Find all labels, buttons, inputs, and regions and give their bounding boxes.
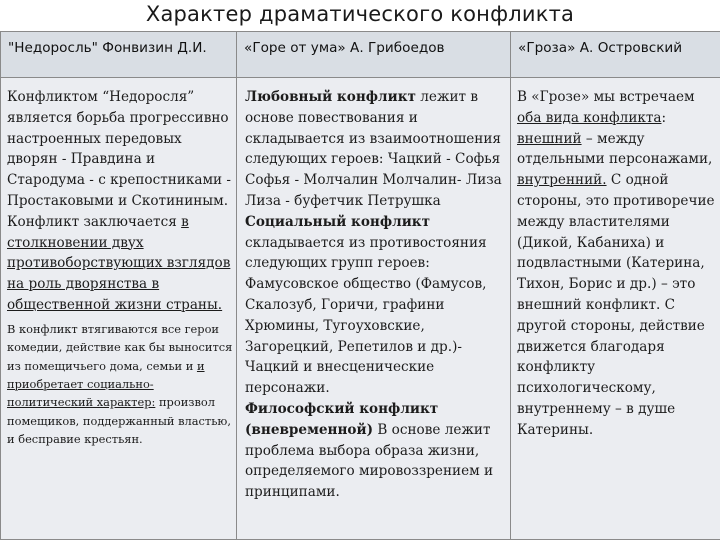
groza-external: внешний bbox=[517, 130, 582, 147]
groza-d: С одной стороны, это противоречие между властителями (Дикой, Кабаниха) и подвластными (Катерина, Тихон, Борис и др.) – это внешний конфликт. С другой стороны, действие движется благодаря конфликту психологическому, внутреннему – в душе Катерины. bbox=[517, 172, 715, 438]
nedorosl-p2a: В конфликт втягиваются все герои комедии, действие как бы выносится из помещичьего дома, семьи и bbox=[7, 321, 233, 373]
nedorosl-main-text bbox=[1, 78, 236, 316]
groza-c: – между отдельными персонажами, bbox=[517, 130, 713, 168]
social-conflict-heading: Социальный конфликт bbox=[245, 213, 431, 230]
header-cell-gore bbox=[237, 32, 511, 78]
philosophical-conflict-text: В основе лежит проблема выбора образа жизни, определяемого мировоззрением и принципами. bbox=[245, 421, 494, 501]
nedorosl-p2b: произвол помещиков, поддержанный властью, и бесправие крестьян. bbox=[7, 395, 231, 447]
cell-gore bbox=[237, 78, 511, 540]
content-row bbox=[1, 78, 720, 540]
groza-both-types: оба вида конфликта bbox=[517, 109, 662, 126]
gore-text bbox=[237, 78, 510, 503]
social-conflict-text: складывается из противостояния следующих групп героев: Фамусовское общество (Фамусов, Скалозуб, Горичи, графини Хрюмины, Тугоуховские, Загорецкий, Репетилов и др.)- Чацкий и внесценические персонажи. bbox=[245, 234, 487, 397]
page-title: Характер драматического конфликта bbox=[145, 2, 575, 26]
cell-groza bbox=[511, 78, 720, 540]
conflict-table bbox=[0, 31, 720, 540]
cell-nedorosl bbox=[1, 78, 237, 540]
love-conflict-heading: Любовный конфликт bbox=[245, 89, 416, 105]
header-groza: «Гроза» А. Островский bbox=[518, 40, 683, 56]
nedorosl-secondary-text bbox=[1, 318, 236, 449]
groza-colon: : bbox=[661, 109, 667, 126]
groza-text bbox=[511, 78, 720, 441]
nedorosl-p2-underlined: и приобретает социально-политический характер: bbox=[7, 358, 205, 410]
nedorosl-p1-underlined: в столкновении двух противоборствующих взглядов на роль дворянства в общественной жизни страны. bbox=[7, 213, 231, 313]
love-conflict-text: лежит в основе повествования и складывается из взаимоотношения следующих героев: Чацкий - Софья Софья - Молчалин Молчалин- Лиза Лиза - буфетчик Петрушка bbox=[245, 89, 502, 209]
header-nedorosl: "Недоросль" Фонвизин Д.И. bbox=[8, 40, 207, 56]
header-gore-ot-uma: «Горе от ума» А. Грибоедов bbox=[244, 40, 445, 56]
groza-a: В «Грозе» мы встречаем bbox=[517, 89, 695, 105]
header-cell-nedorosl bbox=[1, 32, 237, 78]
header-cell-groza bbox=[511, 32, 720, 78]
header-row bbox=[1, 32, 720, 78]
philosophical-conflict-heading: Философский конфликт (вневременной) bbox=[245, 400, 439, 438]
groza-internal: внутренний. bbox=[517, 172, 607, 189]
nedorosl-p1: Конфликтом “Недоросля” является борьба прогрессивно настроенных передовых дворян - Правдина и Стародума - с крепостниками - Простаковыми и Скотининым. Конфликт заключается bbox=[7, 89, 232, 230]
